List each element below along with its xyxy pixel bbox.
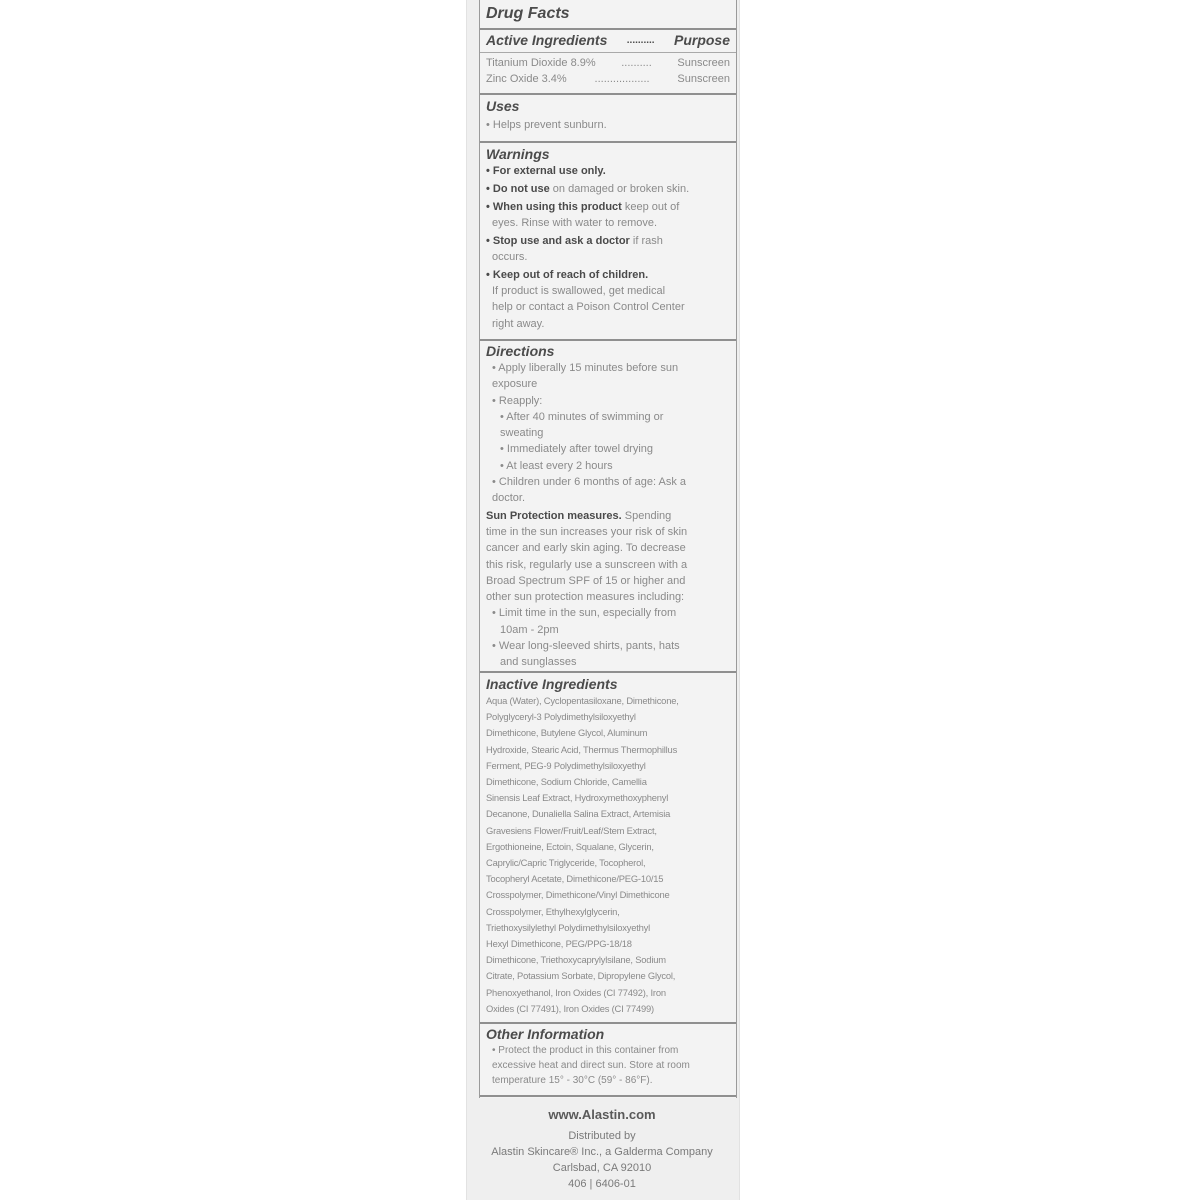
warning-line — [486, 163, 730, 179]
divider — [480, 141, 736, 143]
inactive-line: Phenoxyethanol, Iron Oxides (CI 77492), Iron — [486, 986, 666, 998]
inactive-line: Caprylic/Capric Triglyceride, Tocopherol, — [486, 857, 646, 869]
divider — [480, 1022, 736, 1024]
directions-line: • At least every 2 hours — [500, 459, 613, 472]
warning-text: keep out of — [621, 200, 680, 213]
directions-section — [480, 343, 736, 671]
sun-protection-line: cancer and early skin aging. To decrease — [486, 542, 686, 555]
warning-line — [486, 233, 730, 249]
warning-text: if rash — [629, 234, 663, 247]
inactive-line: Ergothioneine, Ectoin, Squalane, Glycerin, — [486, 840, 654, 852]
warning-line — [486, 267, 730, 283]
sun-protection-bullet: 10am - 2pm — [500, 623, 559, 636]
warning-text: right away. — [492, 317, 545, 330]
other-line: excessive heat and direct sun. Store at room — [492, 1060, 690, 1071]
warning-bold: • For external use only. — [486, 165, 606, 177]
warning-line — [486, 199, 730, 215]
ingredient-dots: .................. — [594, 73, 650, 85]
drug-facts-title: Drug Facts — [486, 5, 570, 22]
inactive-line: Tocopheryl Acetate, Dimethicone/PEG-10/15 — [486, 873, 664, 885]
warning-bold: • Stop use and ask a doctor — [486, 234, 630, 247]
inactive-line: Crosspolymer, Dimethicone/Vinyl Dimethicone — [486, 889, 670, 901]
warning-line — [486, 316, 730, 332]
active-ingredients-section — [480, 32, 736, 49]
drug-facts-panel — [479, 0, 737, 1098]
distributor-line: Distributed by — [568, 1130, 636, 1142]
warning-bold: • When using this product — [486, 200, 622, 213]
other-information-section — [480, 1026, 736, 1088]
sun-protection-line: time in the sun increases your risk of skin — [486, 525, 688, 538]
warning-line — [486, 249, 730, 265]
ingredient-dots: .......... — [621, 57, 652, 69]
inactive-line: Decanone, Dunaliella Salina Extract, Artemisia — [486, 808, 671, 820]
ingredient-name: Zinc Oxide 3.4% — [486, 73, 567, 85]
directions-line: doctor. — [492, 492, 526, 505]
warning-line — [486, 299, 730, 315]
inactive-line: Ferment, PEG-9 Polydimethylsiloxyethyl — [486, 759, 646, 771]
ingredient-purpose: Sunscreen — [677, 57, 730, 69]
warning-text: on damaged or broken skin. — [549, 182, 690, 195]
sun-protection-line: this risk, regularly use a sunscreen with a — [486, 558, 688, 571]
inactive-line: Hydroxide, Stearic Acid, Thermus Thermophillus — [486, 743, 678, 755]
drug-facts-title-section — [480, 5, 736, 22]
inactive-line: Citrate, Potassium Sorbate, Dipropylene Glycol, — [486, 970, 676, 982]
warning-text: If product is swallowed, get medical — [492, 285, 666, 298]
directions-line: • Reapply: — [492, 394, 543, 407]
directions-line: • Apply liberally 15 minutes before sun — [492, 362, 679, 374]
inactive-line: Crosspolymer, Ethylhexylglycerin, — [486, 905, 620, 917]
directions-line: exposure — [492, 378, 538, 391]
warnings-heading: Warnings — [486, 146, 550, 162]
divider — [480, 52, 736, 53]
warning-text: eyes. Rinse with water to remove. — [492, 216, 658, 229]
inactive-line: Hexyl Dimethicone, PEG/PPG-18/18 — [486, 938, 632, 950]
active-heading-right: Purpose — [673, 32, 730, 48]
panel-bottom-border — [480, 1095, 736, 1097]
sun-protection-bold: Sun Protection measures. — [486, 509, 622, 522]
warning-text: occurs. — [492, 250, 528, 263]
inactive-line: Dimethicone, Butylene Glycol, Aluminum — [486, 727, 648, 739]
distributor-line: Carlsbad, CA 92010 — [552, 1162, 652, 1174]
inactive-line: Dimethicone, Sodium Chloride, Camellia — [486, 776, 647, 788]
sun-protection-bullet: and sunglasses — [500, 656, 577, 669]
inactive-line: Oxides (CI 77491), Iron Oxides (CI 77499) — [486, 1002, 654, 1014]
other-heading: Other Information — [486, 1026, 605, 1042]
inactive-line: Triethoxysilylethyl Polydimethylsiloxyethyl — [486, 921, 651, 933]
inactive-line: Dimethicone, Triethoxycaprylylsilane, Sodium — [486, 954, 666, 966]
sun-protection-line: other sun protection measures including: — [486, 591, 685, 604]
other-line: • Protect the product in this container from — [492, 1045, 679, 1056]
warning-text: help or contact a Poison Control Center — [492, 301, 685, 314]
directions-line: sweating — [500, 427, 544, 440]
directions-heading: Directions — [486, 343, 555, 359]
active-ingredients-heading — [486, 32, 730, 49]
directions-line: • Immediately after towel drying — [500, 443, 654, 456]
ingredient-purpose: Sunscreen — [677, 73, 730, 85]
brand-url: www.Alastin.com — [548, 1107, 656, 1122]
sun-protection-line: Broad Spectrum SPF of 15 or higher and — [486, 574, 686, 587]
sun-protection-bullet: • Limit time in the sun, especially from — [492, 607, 677, 620]
warning-line — [486, 215, 730, 231]
inactive-line: Sinensis Leaf Extract, Hydroxymethoxyphenyl — [486, 792, 669, 804]
inactive-line: Gravesiens Flower/Fruit/Leaf/Stem Extract, — [486, 824, 657, 836]
uses-section — [480, 98, 736, 133]
inactive-heading: Inactive Ingredients — [486, 676, 618, 692]
uses-line: • Helps prevent sunburn. — [486, 119, 607, 131]
warnings-section — [480, 146, 736, 332]
warning-line — [486, 283, 730, 299]
divider — [480, 339, 736, 341]
divider — [480, 93, 736, 95]
divider — [480, 671, 736, 673]
uses-heading: Uses — [486, 98, 520, 114]
distributor-line: Alastin Skincare® Inc., a Galderma Company — [491, 1146, 713, 1158]
active-ingredients-rows — [480, 55, 736, 87]
divider — [480, 28, 736, 30]
active-heading-dots: .......... — [626, 35, 655, 46]
directions-line: • Children under 6 months of age: Ask a — [492, 476, 687, 489]
warning-bold: • Keep out of reach of children. — [486, 268, 649, 281]
sun-protection-line — [486, 508, 730, 524]
inactive-line: Polyglyceryl-3 Polydimethylsiloxyethyl — [486, 711, 636, 723]
sun-protection-text: Spending — [621, 509, 672, 522]
warning-bold: • Do not use — [486, 182, 550, 195]
active-ingredient-row — [486, 55, 730, 71]
product-code: 406 | 6406-01 — [568, 1178, 636, 1190]
active-ingredient-row — [486, 71, 730, 87]
other-line: temperature 15° - 30°C (59° - 86°F). — [492, 1075, 653, 1086]
warning-line — [486, 181, 730, 197]
sun-protection-bullet: • Wear long-sleeved shirts, pants, hats — [492, 640, 680, 653]
active-heading-left: Active Ingredients — [486, 32, 608, 48]
directions-line: • After 40 minutes of swimming or — [500, 410, 664, 423]
ingredient-name: Titanium Dioxide 8.9% — [486, 57, 596, 69]
inactive-ingredients-section — [480, 676, 736, 1017]
footer — [466, 1107, 738, 1192]
inactive-line: Aqua (Water), Cyclopentasiloxane, Dimethicone, — [486, 695, 679, 706]
